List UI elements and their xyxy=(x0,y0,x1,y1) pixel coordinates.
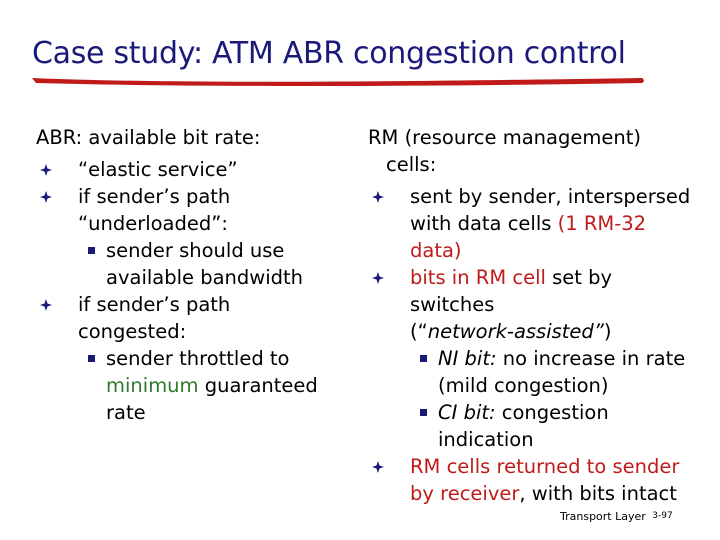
left-column xyxy=(36,124,336,426)
bullet-text xyxy=(410,480,698,507)
slide-title: Case study: ATM ABR congestion control xyxy=(32,36,626,71)
highlight-red: bits in RM cell xyxy=(410,266,546,289)
right-sub-ni-bit xyxy=(410,345,698,399)
plain-text: congestion indication xyxy=(438,401,609,451)
right-column xyxy=(368,124,698,507)
bullet-text: “underloaded”: xyxy=(78,212,228,235)
plain-text: ) xyxy=(603,320,612,343)
sub-bullet-text: sender should use xyxy=(106,239,285,262)
diamond-bullet-icon xyxy=(40,164,52,176)
right-bullet-rm-returned xyxy=(368,453,698,507)
left-bullet-congested xyxy=(36,291,336,345)
highlight-red: by receiver xyxy=(410,482,520,505)
bullet-text: “elastic service” xyxy=(78,158,238,181)
left-sub-sender-throttled xyxy=(78,345,336,426)
square-bullet-icon xyxy=(420,355,427,362)
right-heading xyxy=(368,124,698,178)
sub-bullet-text: rate xyxy=(106,401,146,424)
footer-label: Transport Layer xyxy=(560,510,646,523)
page-number: 3-97 xyxy=(652,511,673,521)
plain-text: no increase in rate xyxy=(496,347,686,370)
left-sub-sender-should-use xyxy=(78,237,336,291)
square-bullet-icon xyxy=(88,355,95,362)
highlight-red: RM cells returned to sender xyxy=(410,455,680,478)
highlight-green: minimum xyxy=(106,374,199,397)
left-bullet-elastic xyxy=(36,156,336,183)
square-bullet-icon xyxy=(420,409,427,416)
left-bullet-underloaded xyxy=(36,183,336,237)
diamond-bullet-icon xyxy=(372,461,384,473)
square-bullet-icon xyxy=(88,247,95,254)
sub-bullet-text: sender throttled to xyxy=(106,347,290,370)
bullet-text xyxy=(410,210,698,264)
diamond-bullet-icon xyxy=(40,299,52,311)
diamond-bullet-icon xyxy=(40,191,52,203)
sub-bullet-text xyxy=(438,399,698,453)
right-sub-ci-bit xyxy=(410,399,698,453)
highlight-red: (1 RM-32 data) xyxy=(410,212,647,262)
plain-text: with data cells xyxy=(410,212,558,235)
heading-text: cells: xyxy=(386,153,437,176)
sub-bullet-text xyxy=(438,345,698,372)
sub-bullet-text: available bandwidth xyxy=(106,266,304,289)
left-heading: ABR: available bit rate: xyxy=(36,126,261,149)
plain-text: set by switches xyxy=(410,266,613,316)
sub-bullet-text xyxy=(106,372,336,399)
plain-text: (“ xyxy=(410,320,428,343)
right-bullet-bits-in-rm-cell xyxy=(368,264,698,345)
diamond-bullet-icon xyxy=(372,191,384,203)
heading-text: RM (resource management) xyxy=(368,126,641,149)
bullet-text xyxy=(410,318,698,345)
italic-text: network-assisted” xyxy=(427,320,604,343)
italic-text: CI bit: xyxy=(438,401,496,424)
title-underline xyxy=(30,70,650,92)
diamond-bullet-icon xyxy=(372,272,384,284)
sub-bullet-text: (mild congestion) xyxy=(438,374,609,397)
bullet-text: if sender’s path xyxy=(78,293,231,316)
bullet-text: sent by sender, interspersed xyxy=(410,185,691,208)
bullet-text: if sender’s path xyxy=(78,185,231,208)
bullet-text xyxy=(410,264,698,318)
slide-footer xyxy=(560,510,673,523)
plain-text: , with bits intact xyxy=(519,482,677,505)
italic-text: NI bit: xyxy=(438,347,497,370)
bullet-text: congested: xyxy=(78,320,187,343)
right-bullet-sent-by-sender xyxy=(368,183,698,264)
plain-text: guaranteed xyxy=(198,374,318,397)
